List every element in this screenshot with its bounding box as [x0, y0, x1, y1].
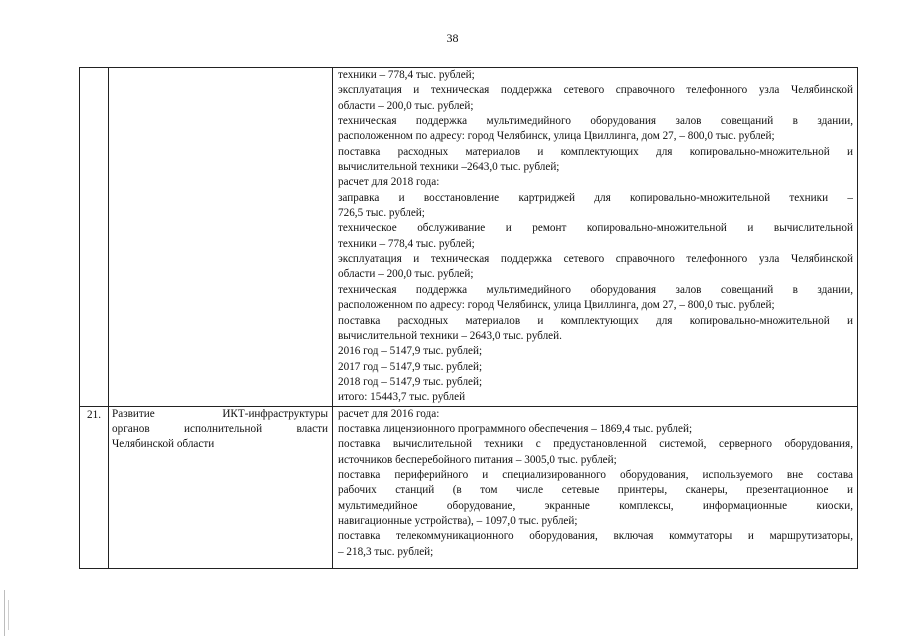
text-line: поставка вычислительной техники с предустановленной системой, серверного оборудования, [338, 438, 853, 451]
text-line: мультимедийное оборудование, экранные комплексы, информационные киоски, [338, 499, 853, 512]
text-line: 2017 год – 5147,9 тыс. рублей; [338, 360, 483, 373]
text-line: поставка расходных материалов и комплектующих для копировально-множительной и [338, 145, 853, 158]
text-line: 2018 год – 5147,9 тыс. рублей; [338, 375, 483, 388]
text-line: поставка расходных материалов и комплектующих для копировально-множительной и [338, 314, 853, 327]
text-line: Развитие ИКТ-инфраструктуры [112, 407, 328, 420]
table-row [80, 68, 858, 407]
row-number-cell [80, 68, 109, 407]
text-line: поставка периферийного и специализированного оборудования, используемого вне состава [338, 468, 853, 481]
row-description-cell [333, 68, 858, 407]
text-line: техники – 778,4 тыс. рублей; [338, 69, 475, 81]
table-row [80, 406, 858, 568]
text-line: заправка и восстановление картриджей для копировально-множительной техники – [338, 191, 853, 204]
text-line: расположенном по адресу: город Челябинск, улица Цвиллинга, дом 27, – 800,0 тыс. рублей; [338, 130, 775, 143]
text-line: Челябинской области [112, 438, 215, 451]
row-name-cell [109, 406, 333, 568]
text-line: органов исполнительной власти [112, 422, 328, 435]
text-line: 2016 год – 5147,9 тыс. рублей; [338, 345, 483, 358]
text-line: расположенном по адресу: город Челябинск, улица Цвиллинга, дом 27, – 800,0 тыс. рублей; [338, 299, 775, 312]
text-line: области – 200,0 тыс. рублей; [338, 268, 474, 281]
text-line: поставка телекоммуникационного оборудования, включая коммутаторы и маршрутизаторы, [338, 530, 853, 543]
binding-margin-marks [4, 590, 7, 636]
page-number: 38 [446, 31, 459, 45]
text-line: расчет для 2018 года: [338, 176, 440, 189]
text-line: техники – 778,4 тыс. рублей; [338, 237, 475, 250]
text-line: эксплуатация и техническая поддержка сетевого справочного телефонного узла Челябинской [338, 84, 853, 97]
text-line: итого: 15443,7 тыс. рублей [338, 391, 466, 404]
text-line: вычислительной техники –2643,0 тыс. рублей; [338, 161, 560, 174]
text-line: техническое обслуживание и ремонт копировально-множительной и вычислительной [338, 222, 853, 235]
text-line: – 218,3 тыс. рублей; [338, 545, 434, 558]
document-table [79, 67, 858, 569]
text-line: поставка лицензионного программного обеспечения – 1869,4 тыс. рублей; [338, 422, 693, 435]
text-line: техническая поддержка мультимедийного оборудования залов совещаний в здании, [338, 115, 853, 128]
row-number-cell: 21. [80, 406, 109, 568]
text-line: области – 200,0 тыс. рублей; [338, 99, 474, 112]
row-description-cell [333, 406, 858, 568]
text-line: техническая поддержка мультимедийного оборудования залов совещаний в здании, [338, 283, 853, 296]
text-line: рабочих станций (в том числе сетевые принтеры, сканеры, презентационное и [338, 484, 853, 497]
text-line: расчет для 2016 года: [338, 407, 440, 420]
text-line: 726,5 тыс. рублей; [338, 207, 425, 220]
row-name-cell [109, 68, 333, 407]
text-line: вычислительной техники – 2643,0 тыс. рублей. [338, 329, 562, 342]
text-line: источников бесперебойного питания – 3005,0 тыс. рублей; [338, 453, 617, 466]
text-line: навигационные устройства), – 1097,0 тыс. рублей; [338, 514, 578, 527]
text-line: эксплуатация и техническая поддержка сетевого справочного телефонного узла Челябинской [338, 253, 853, 266]
